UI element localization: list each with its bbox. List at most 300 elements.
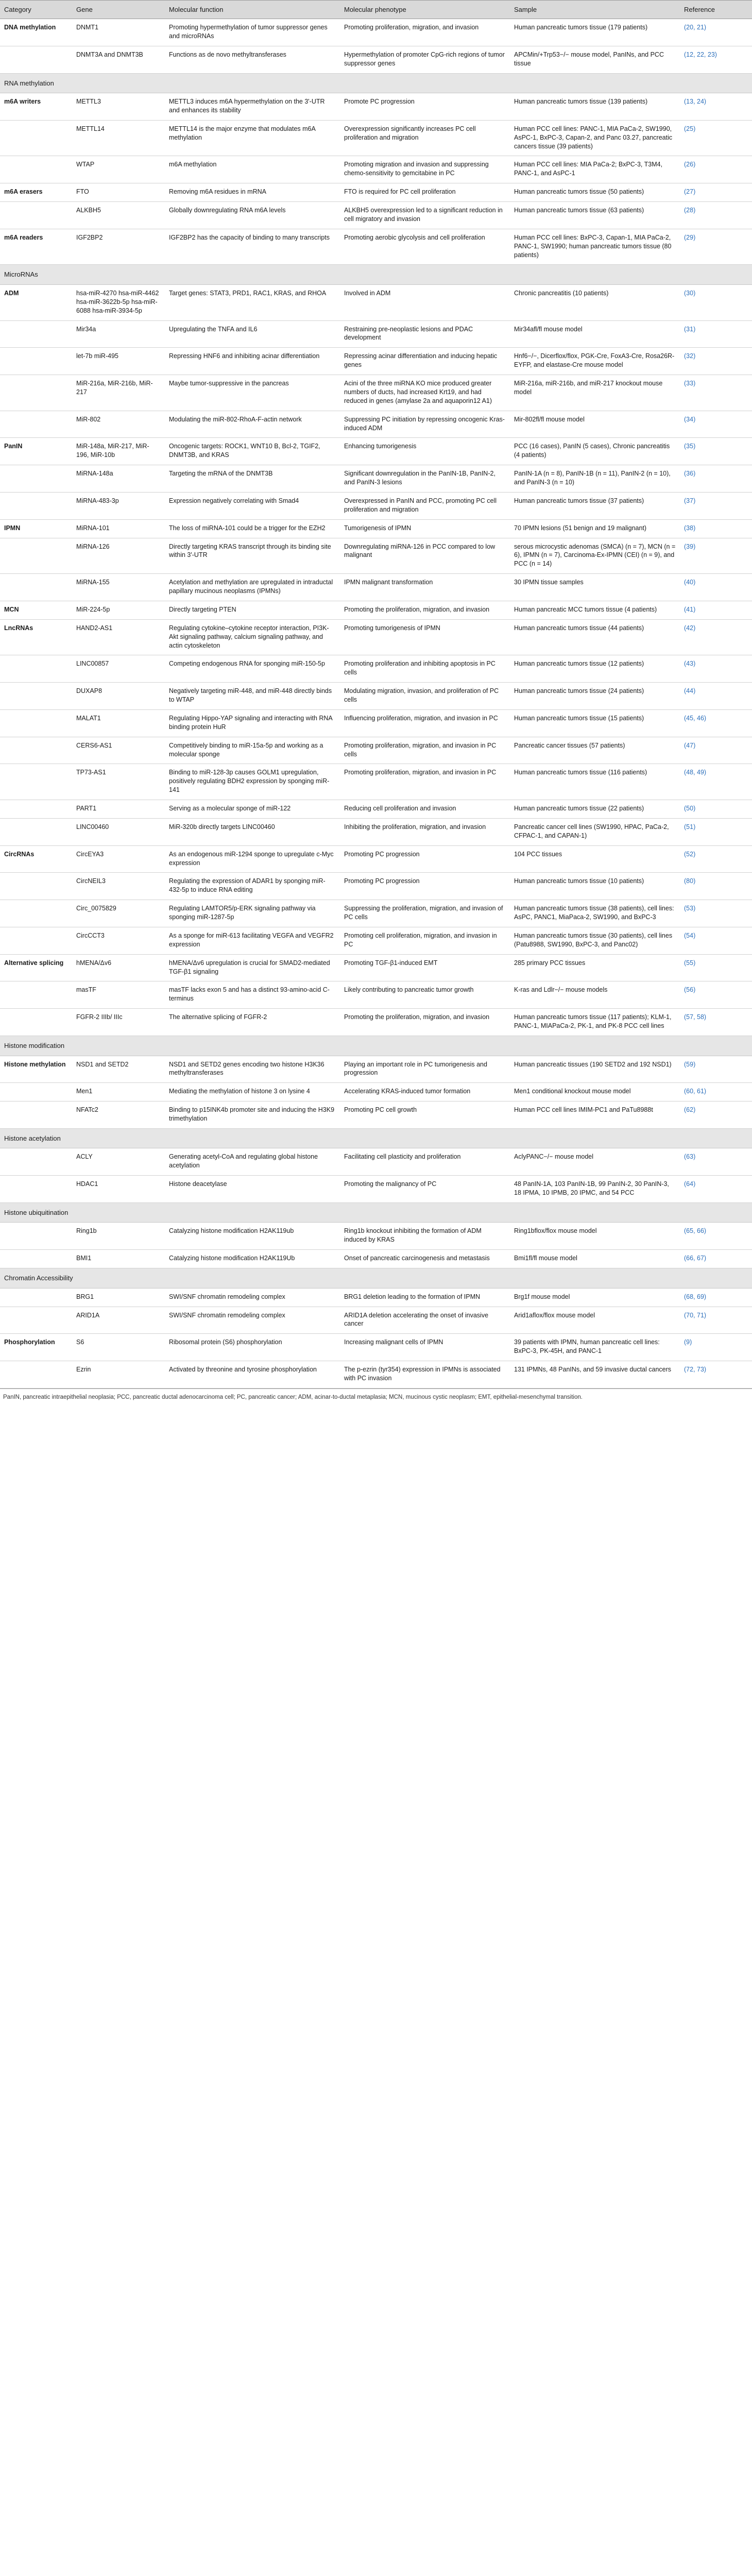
cell-molecular-function: Regulating the expression of ADAR1 by sponging miR-432-5p to induce RNA editing [165, 873, 340, 900]
cell-reference[interactable]: (48, 49) [680, 764, 752, 800]
cell-category: Alternative splicing [0, 954, 72, 981]
cell-sample: 70 IPMN lesions (51 benign and 19 malignant) [510, 519, 680, 538]
cell-molecular-phenotype: Tumorigenesis of IPMN [340, 519, 510, 538]
cell-molecular-function: Binding to miR-128-3p causes GOLM1 upregulation, positively regulating BDH2 expression by sponging miR-141 [165, 764, 340, 800]
cell-reference[interactable]: (47) [680, 737, 752, 764]
cell-category [0, 927, 72, 954]
cell-gene: Ezrin [72, 1361, 165, 1388]
table-row [0, 465, 752, 493]
cell-sample: Pancreatic cancer cell lines (SW1990, HPAC, PaCa-2, CFPAC-1, and CAPAN-1) [510, 818, 680, 845]
table-row [0, 438, 752, 465]
cell-molecular-function: Globally downregulating RNA m6A levels [165, 202, 340, 229]
cell-gene: NSD1 and SETD2 [72, 1056, 165, 1083]
cell-sample: Human pancreatic tumors tissue (24 patients) [510, 683, 680, 710]
cell-category [0, 411, 72, 438]
cell-reference[interactable]: (25) [680, 120, 752, 156]
cell-reference[interactable]: (62) [680, 1101, 752, 1129]
cell-category [0, 764, 72, 800]
cell-category [0, 1009, 72, 1036]
table-row [0, 655, 752, 683]
cell-gene: MiR-148a, MiR-217, MiR-196, MiR-10b [72, 438, 165, 465]
cell-gene: DNMT1 [72, 19, 165, 46]
section-label: Histone modification [0, 1036, 752, 1056]
cell-molecular-phenotype: Hypermethylation of promoter CpG-rich regions of tumor suppressor genes [340, 46, 510, 73]
cell-category [0, 683, 72, 710]
cell-category [0, 1223, 72, 1250]
section-row [0, 1202, 752, 1223]
table-row [0, 320, 752, 348]
cell-molecular-phenotype: Promoting tumorigenesis of IPMN [340, 619, 510, 655]
cell-category [0, 1083, 72, 1101]
cell-category: PanIN [0, 438, 72, 465]
table-row [0, 1334, 752, 1361]
table-row [0, 927, 752, 954]
section-label: RNA methylation [0, 73, 752, 93]
cell-gene: CircNEIL3 [72, 873, 165, 900]
cell-molecular-function: m6A methylation [165, 156, 340, 183]
cell-sample: Mir-802fl/fl mouse model [510, 411, 680, 438]
cell-molecular-phenotype: Overexpression significantly increases PC cell proliferation and migration [340, 120, 510, 156]
cell-molecular-function: Binding to p15INK4b promoter site and inducing the H3K9 trimethylation [165, 1101, 340, 1129]
cell-molecular-function: As a sponge for miR-613 facilitating VEGFA and VEGFR2 expression [165, 927, 340, 954]
cell-category [0, 492, 72, 519]
cell-gene: MiRNA-155 [72, 574, 165, 601]
cell-gene: FTO [72, 183, 165, 202]
cell-gene: TP73-AS1 [72, 764, 165, 800]
cell-reference[interactable]: (34) [680, 411, 752, 438]
cell-reference[interactable]: (29) [680, 229, 752, 265]
cell-category: Phosphorylation [0, 1334, 72, 1361]
cell-molecular-phenotype: IPMN malignant transformation [340, 574, 510, 601]
section-row [0, 1268, 752, 1289]
cell-sample: PCC (16 cases), PanIN (5 cases), Chronic pancreatitis (4 patients) [510, 438, 680, 465]
cell-sample: Arid1aflox/flox mouse model [510, 1307, 680, 1334]
cell-sample: Chronic pancreatitis (10 patients) [510, 284, 680, 320]
cell-category [0, 348, 72, 375]
cell-sample: Human PCC cell lines: PANC-1, MIA PaCa-2, SW1990, AsPC-1, BxPC-3, Capan-2, and Panc 03.27, pancreatic cancers tissue (39 patients) [510, 120, 680, 156]
cell-category [0, 375, 72, 411]
cell-gene: HAND2-AS1 [72, 619, 165, 655]
cell-gene: BMI1 [72, 1250, 165, 1268]
cell-gene: MiRNA-483-3p [72, 492, 165, 519]
table-row [0, 1223, 752, 1250]
cell-molecular-function: hMENA/Δv6 upregulation is crucial for SMAD2-mediated TGF-β1 signaling [165, 954, 340, 981]
cell-category [0, 1148, 72, 1176]
section-row [0, 1128, 752, 1148]
cell-category: ADM [0, 284, 72, 320]
cell-reference[interactable]: (57, 58) [680, 1009, 752, 1036]
cell-sample: Human pancreatic tumors tissue (116 patients) [510, 764, 680, 800]
cell-sample: MiR-216a, miR-216b, and miR-217 knockout mouse model [510, 375, 680, 411]
cell-sample: 104 PCC tissues [510, 845, 680, 873]
cell-molecular-function: Competing endogenous RNA for sponging miR-150-5p [165, 655, 340, 683]
cell-molecular-phenotype: Promoting proliferation and inhibiting apoptosis in PC cells [340, 655, 510, 683]
cell-category [0, 800, 72, 819]
cell-reference[interactable]: (70, 71) [680, 1307, 752, 1334]
cell-molecular-phenotype: Repressing acinar differentiation and inducing hepatic genes [340, 348, 510, 375]
cell-reference[interactable]: (26) [680, 156, 752, 183]
cell-category: LncRNAs [0, 619, 72, 655]
table-row [0, 709, 752, 737]
table-row [0, 737, 752, 764]
cell-molecular-function: Expression negatively correlating with Smad4 [165, 492, 340, 519]
cell-reference[interactable]: (59) [680, 1056, 752, 1083]
cell-reference[interactable]: (30) [680, 284, 752, 320]
cell-sample: Human pancreatic tumors tissue (63 patients) [510, 202, 680, 229]
cell-reference[interactable]: (36) [680, 465, 752, 493]
section-label: Histone ubiquitination [0, 1202, 752, 1223]
cell-reference[interactable]: (72, 73) [680, 1361, 752, 1388]
cell-category [0, 1101, 72, 1129]
table-row [0, 601, 752, 619]
cell-gene: DUXAP8 [72, 683, 165, 710]
header-sample: Sample [510, 1, 680, 19]
cell-molecular-phenotype: BRG1 deletion leading to the formation of IPMN [340, 1288, 510, 1307]
cell-molecular-function: Mediating the methylation of histone 3 on lysine 4 [165, 1083, 340, 1101]
cell-category [0, 1307, 72, 1334]
cell-sample: Brg1f mouse model [510, 1288, 680, 1307]
cell-category [0, 202, 72, 229]
table-footnote: PanIN, pancreatic intraepithelial neoplasia; PCC, pancreatic ductal adenocarcinoma cell; PC, pancreatic cancer; ADM, acinar-to-ductal metaplasia; MCN, mucinous cystic neoplasm; EMT, epithelial-mesenchymal transition. [0, 1388, 752, 1408]
cell-molecular-function: Competitively binding to miR-15a-5p and working as a molecular sponge [165, 737, 340, 764]
cell-gene: MiRNA-126 [72, 538, 165, 574]
cell-reference[interactable]: (12, 22, 23) [680, 46, 752, 73]
cell-gene: LINC00857 [72, 655, 165, 683]
header-category: Category [0, 1, 72, 19]
cell-molecular-phenotype: Promoting PC progression [340, 873, 510, 900]
cell-category: Histone methylation [0, 1056, 72, 1083]
cell-reference[interactable]: (55) [680, 954, 752, 981]
cell-sample: 39 patients with IPMN, human pancreatic cell lines: BxPC-3, PK-45H, and PANC-1 [510, 1334, 680, 1361]
cell-gene: LINC00460 [72, 818, 165, 845]
cell-reference[interactable]: (35) [680, 438, 752, 465]
cell-molecular-phenotype: Modulating migration, invasion, and proliferation of PC cells [340, 683, 510, 710]
table-row [0, 818, 752, 845]
cell-reference[interactable]: (60, 61) [680, 1083, 752, 1101]
cell-reference[interactable]: (66, 67) [680, 1250, 752, 1268]
table-row [0, 574, 752, 601]
cell-molecular-function: Promoting hypermethylation of tumor suppressor genes and microRNAs [165, 19, 340, 46]
cell-reference[interactable]: (44) [680, 683, 752, 710]
cell-sample: K-ras and Ldlr−/− mouse models [510, 981, 680, 1009]
cell-gene: PART1 [72, 800, 165, 819]
cell-sample: Human pancreatic MCC tumors tissue (4 patients) [510, 601, 680, 619]
cell-category [0, 46, 72, 73]
cell-gene: MALAT1 [72, 709, 165, 737]
cell-molecular-function: Removing m6A residues in mRNA [165, 183, 340, 202]
cell-reference[interactable]: (39) [680, 538, 752, 574]
cell-molecular-function: The alternative splicing of FGFR-2 [165, 1009, 340, 1036]
cell-sample: Bmi1fl/fl mouse model [510, 1250, 680, 1268]
cell-gene: WTAP [72, 156, 165, 183]
cell-reference[interactable]: (31) [680, 320, 752, 348]
cell-molecular-function: Functions as de novo methyltransferases [165, 46, 340, 73]
cell-gene: MiRNA-148a [72, 465, 165, 493]
cell-sample: Human pancreatic tumors tissue (44 patients) [510, 619, 680, 655]
cell-molecular-phenotype: Reducing cell proliferation and invasion [340, 800, 510, 819]
cell-molecular-phenotype: Promoting the proliferation, migration, and invasion [340, 601, 510, 619]
cell-molecular-phenotype: Downregulating miRNA-126 in PCC compared to low malignant [340, 538, 510, 574]
cell-molecular-function: METTL14 is the major enzyme that modulates m6A methylation [165, 120, 340, 156]
cell-molecular-phenotype: Accelerating KRAS-induced tumor formation [340, 1083, 510, 1101]
cell-gene: CircEYA3 [72, 845, 165, 873]
cell-reference[interactable]: (50) [680, 800, 752, 819]
cell-gene: MiR-802 [72, 411, 165, 438]
cell-category [0, 1288, 72, 1307]
cell-category: IPMN [0, 519, 72, 538]
cell-molecular-phenotype: Onset of pancreatic carcinogenesis and metastasis [340, 1250, 510, 1268]
cell-sample: AclyPANC−/− mouse model [510, 1148, 680, 1176]
table-row [0, 375, 752, 411]
cell-molecular-phenotype: Promoting aerobic glycolysis and cell proliferation [340, 229, 510, 265]
cell-sample: Human pancreatic tumors tissue (139 patients) [510, 93, 680, 121]
cell-molecular-phenotype: FTO is required for PC cell proliferation [340, 183, 510, 202]
cell-sample: Human pancreatic tissues (190 SETD2 and 192 NSD1) [510, 1056, 680, 1083]
cell-molecular-function: Serving as a molecular sponge of miR-122 [165, 800, 340, 819]
cell-molecular-function: Directly targeting KRAS transcript through its binding site within 3'-UTR [165, 538, 340, 574]
cell-gene: hsa-miR-4270 hsa-miR-4462 hsa-miR-3622b-5p hsa-miR-6088 hsa-miR-3934-5p [72, 284, 165, 320]
cell-gene: Mir34a [72, 320, 165, 348]
cell-category: CircRNAs [0, 845, 72, 873]
cell-molecular-function: The loss of miRNA-101 could be a trigger for the EZH2 [165, 519, 340, 538]
cell-category [0, 574, 72, 601]
table-row [0, 93, 752, 121]
cell-reference[interactable]: (65, 66) [680, 1223, 752, 1250]
cell-molecular-phenotype: Increasing malignant cells of IPMN [340, 1334, 510, 1361]
table-row [0, 1009, 752, 1036]
cell-molecular-function: As an endogenous miR-1294 sponge to upregulate c-Myc expression [165, 845, 340, 873]
table-row [0, 1148, 752, 1176]
cell-molecular-function: Target genes: STAT3, PRD1, RAC1, KRAS, and RHOA [165, 284, 340, 320]
cell-gene: METTL3 [72, 93, 165, 121]
cell-molecular-function: Regulating Hippo-YAP signaling and interacting with RNA binding protein HuR [165, 709, 340, 737]
cell-category [0, 156, 72, 183]
cell-reference[interactable]: (51) [680, 818, 752, 845]
table-row [0, 800, 752, 819]
cell-gene: let-7b miR-495 [72, 348, 165, 375]
cell-reference[interactable]: (52) [680, 845, 752, 873]
cell-molecular-phenotype: Promoting migration and invasion and suppressing chemo-sensitivity to gemcitabine in PC [340, 156, 510, 183]
cell-molecular-phenotype: Overexpressed in PanIN and PCC, promoting PC cell proliferation and migration [340, 492, 510, 519]
cell-category [0, 818, 72, 845]
cell-category [0, 737, 72, 764]
cell-category: MCN [0, 601, 72, 619]
cell-reference[interactable]: (63) [680, 1148, 752, 1176]
cell-molecular-function: Regulating LAMTOR5/p-ERK signaling pathway via sponging miR-1287-5p [165, 900, 340, 927]
cell-sample: Hnf6−/−, Dicerflox/flox, PGK-Cre, FoxA3-Cre, Rosa26R-EYFP, and elastase-Cre mouse model [510, 348, 680, 375]
cell-molecular-phenotype: Likely contributing to pancreatic tumor growth [340, 981, 510, 1009]
cell-molecular-phenotype: Promoting TGF-β1-induced EMT [340, 954, 510, 981]
cell-sample: Human pancreatic tumors tissue (12 patients) [510, 655, 680, 683]
cell-molecular-function: Catalyzing histone modification H2AK119Ub [165, 1250, 340, 1268]
cell-molecular-function: NSD1 and SETD2 genes encoding two histone H3K36 methyltransferases [165, 1056, 340, 1083]
cell-sample: Human pancreatic tumors tissue (37 patients) [510, 492, 680, 519]
cell-molecular-function: Directly targeting PTEN [165, 601, 340, 619]
cell-molecular-phenotype: Promoting proliferation, migration, and invasion in PC [340, 764, 510, 800]
cell-reference[interactable]: (45, 46) [680, 709, 752, 737]
cell-category [0, 465, 72, 493]
cell-reference[interactable]: (32) [680, 348, 752, 375]
cell-category [0, 120, 72, 156]
cell-molecular-function: Repressing HNF6 and inhibiting acinar differentiation [165, 348, 340, 375]
cell-gene: BRG1 [72, 1288, 165, 1307]
cell-molecular-function: SWI/SNF chromatin remodeling complex [165, 1288, 340, 1307]
cell-gene: HDAC1 [72, 1176, 165, 1203]
table-row [0, 1250, 752, 1268]
cell-category [0, 873, 72, 900]
table-row [0, 46, 752, 73]
cell-gene: MiR-224-5p [72, 601, 165, 619]
table-row [0, 900, 752, 927]
cell-gene: S6 [72, 1334, 165, 1361]
cell-reference[interactable]: (56) [680, 981, 752, 1009]
cell-sample: Human PCC cell lines: MIA PaCa-2; BxPC-3, T3M4, PANC-1, and AsPC-1 [510, 156, 680, 183]
table-row [0, 538, 752, 574]
cell-category [0, 1176, 72, 1203]
cell-gene: DNMT3A and DNMT3B [72, 46, 165, 73]
cell-molecular-function: Upregulating the TNFA and IL6 [165, 320, 340, 348]
cell-molecular-phenotype: Suppressing the proliferation, migration, and invasion of PC cells [340, 900, 510, 927]
cell-sample: Human pancreatic tumors tissue (179 patients) [510, 19, 680, 46]
cell-category [0, 1361, 72, 1388]
cell-molecular-phenotype: Promoting proliferation, migration, and invasion in PC cells [340, 737, 510, 764]
cell-category: m6A erasers [0, 183, 72, 202]
cell-reference[interactable]: (37) [680, 492, 752, 519]
cell-sample: 285 primary PCC tissues [510, 954, 680, 981]
cell-reference[interactable]: (43) [680, 655, 752, 683]
table-row [0, 348, 752, 375]
header-reference: Reference [680, 1, 752, 19]
cell-gene: Men1 [72, 1083, 165, 1101]
cell-molecular-phenotype: Promoting the malignancy of PC [340, 1176, 510, 1203]
table-row [0, 1176, 752, 1203]
cell-gene: MiR-216a, MiR-216b, MiR-217 [72, 375, 165, 411]
cell-molecular-function: SWI/SNF chromatin remodeling complex [165, 1307, 340, 1334]
cell-molecular-function: Maybe tumor-suppressive in the pancreas [165, 375, 340, 411]
cell-reference[interactable]: (80) [680, 873, 752, 900]
cell-molecular-phenotype: The p-ezrin (tyr354) expression in IPMNs is associated with PC invasion [340, 1361, 510, 1388]
table-row [0, 683, 752, 710]
header-row [0, 1, 752, 19]
cell-sample: Human pancreatic tumors tissue (30 patients), cell lines (Patu8988, SW1990, BxPC-3, and Panc02) [510, 927, 680, 954]
cell-molecular-phenotype: Involved in ADM [340, 284, 510, 320]
cell-reference[interactable]: (9) [680, 1334, 752, 1361]
cell-molecular-function: IGF2BP2 has the capacity of binding to many transcripts [165, 229, 340, 265]
cell-category: m6A writers [0, 93, 72, 121]
table-row [0, 619, 752, 655]
section-label: Histone acetylation [0, 1128, 752, 1148]
cell-gene: FGFR-2 IIIb/ IIIc [72, 1009, 165, 1036]
cell-category [0, 655, 72, 683]
table-row [0, 1056, 752, 1083]
section-label: Chromatin Accessibility [0, 1268, 752, 1289]
cell-sample: serous microcystic adenomas (SMCA) (n = 7), MCN (n = 6), IPMN (n = 7), Carcinoma-Ex-IPMN (CEI) (n = 9), and PCC (n = 14) [510, 538, 680, 574]
cell-sample: Pancreatic cancer tissues (57 patients) [510, 737, 680, 764]
cell-molecular-function: MiR-320b directly targets LINC00460 [165, 818, 340, 845]
table-row [0, 1101, 752, 1129]
section-row [0, 1036, 752, 1056]
cell-molecular-function: Negatively targeting miR-448, and miR-448 directly binds to WTAP [165, 683, 340, 710]
table-body [0, 19, 752, 1388]
table-row [0, 183, 752, 202]
cell-sample: Human pancreatic tumors tissue (10 patients) [510, 873, 680, 900]
cell-molecular-phenotype: Significant downregulation in the PanIN-1B, PanIN-2, and PanIN-3 lesions [340, 465, 510, 493]
section-row [0, 73, 752, 93]
cell-sample: Human pancreatic tumors tissue (38 patients), cell lines: AsPC, PANC1, MiaPaca-2, SW1990, and BxPC-3 [510, 900, 680, 927]
cell-reference[interactable]: (42) [680, 619, 752, 655]
cell-molecular-phenotype: Promote PC progression [340, 93, 510, 121]
header-molecular-phenotype: Molecular phenotype [340, 1, 510, 19]
cell-molecular-phenotype: Facilitating cell plasticity and proliferation [340, 1148, 510, 1176]
cell-gene: MiRNA-101 [72, 519, 165, 538]
cell-gene: ACLY [72, 1148, 165, 1176]
cell-reference[interactable]: (38) [680, 519, 752, 538]
cell-sample: APCMin/+Trp53−/− mouse model, PanINs, and PCC tissue [510, 46, 680, 73]
cell-category [0, 709, 72, 737]
cell-sample: 30 IPMN tissue samples [510, 574, 680, 601]
cell-molecular-function: Histone deacetylase [165, 1176, 340, 1203]
cell-reference[interactable]: (41) [680, 601, 752, 619]
cell-category [0, 1250, 72, 1268]
cell-gene: masTF [72, 981, 165, 1009]
cell-reference[interactable]: (20, 21) [680, 19, 752, 46]
cell-gene: NFATc2 [72, 1101, 165, 1129]
cell-sample: Human pancreatic tumors tissue (117 patients); KLM-1, PANC-1, MIAPaCa-2, PK-1, and PK-8 PCC cell lines [510, 1009, 680, 1036]
cell-category [0, 900, 72, 927]
cell-gene: CERS6-AS1 [72, 737, 165, 764]
table-row [0, 284, 752, 320]
cell-sample: 48 PanIN-1A, 103 PanIN-1B, 99 PanIN-2, 30 PanIN-3, 18 IPMA, 10 IPMB, 20 IPMC, and 54 PCC [510, 1176, 680, 1203]
cell-gene: ALKBH5 [72, 202, 165, 229]
cell-gene: IGF2BP2 [72, 229, 165, 265]
cell-reference[interactable]: (28) [680, 202, 752, 229]
cell-molecular-phenotype: Restraining pre-neoplastic lesions and PDAC development [340, 320, 510, 348]
cell-molecular-function: Acetylation and methylation are upregulated in intraductal papillary mucinous neoplasms (IPMNs) [165, 574, 340, 601]
header-gene: Gene [72, 1, 165, 19]
cell-molecular-phenotype: Influencing proliferation, migration, and invasion in PC [340, 709, 510, 737]
cell-reference[interactable]: (54) [680, 927, 752, 954]
cell-reference[interactable]: (27) [680, 183, 752, 202]
cell-molecular-phenotype: Enhancing tumorigenesis [340, 438, 510, 465]
cell-category [0, 320, 72, 348]
cell-reference[interactable]: (40) [680, 574, 752, 601]
cell-reference[interactable]: (13, 24) [680, 93, 752, 121]
cell-reference[interactable]: (64) [680, 1176, 752, 1203]
cell-molecular-phenotype: Promoting the proliferation, migration, and invasion [340, 1009, 510, 1036]
table-row [0, 1307, 752, 1334]
cell-reference[interactable]: (68, 69) [680, 1288, 752, 1307]
cell-reference[interactable]: (53) [680, 900, 752, 927]
header-molecular-function: Molecular function [165, 1, 340, 19]
cell-gene: METTL14 [72, 120, 165, 156]
cell-category: m6A readers [0, 229, 72, 265]
cell-sample: Men1 conditional knockout mouse model [510, 1083, 680, 1101]
section-label: MicroRNAs [0, 265, 752, 285]
cell-sample: Human PCC cell lines: BxPC-3, Capan-1, MIA PaCa-2, PANC-1, SW1990; human pancreatic tumors tissue (80 patients) [510, 229, 680, 265]
table-row [0, 202, 752, 229]
table-row [0, 411, 752, 438]
table-row [0, 229, 752, 265]
cell-molecular-phenotype: ARID1A deletion accelerating the onset of invasive cancer [340, 1307, 510, 1334]
cell-molecular-phenotype: Acini of the three miRNA KO mice produced greater numbers of ducts, had increased Krt19, and had reduced in genes (amylase 2a and aquaporin12 A1) [340, 375, 510, 411]
cell-molecular-function: Modulating the miR-802-RhoA-F-actin network [165, 411, 340, 438]
cell-gene: Circ_0075829 [72, 900, 165, 927]
cell-molecular-function: Ribosomal protein (S6) phosphorylation [165, 1334, 340, 1361]
table-row [0, 845, 752, 873]
cell-molecular-function: Targeting the mRNA of the DNMT3B [165, 465, 340, 493]
table-row [0, 519, 752, 538]
cell-reference[interactable]: (33) [680, 375, 752, 411]
